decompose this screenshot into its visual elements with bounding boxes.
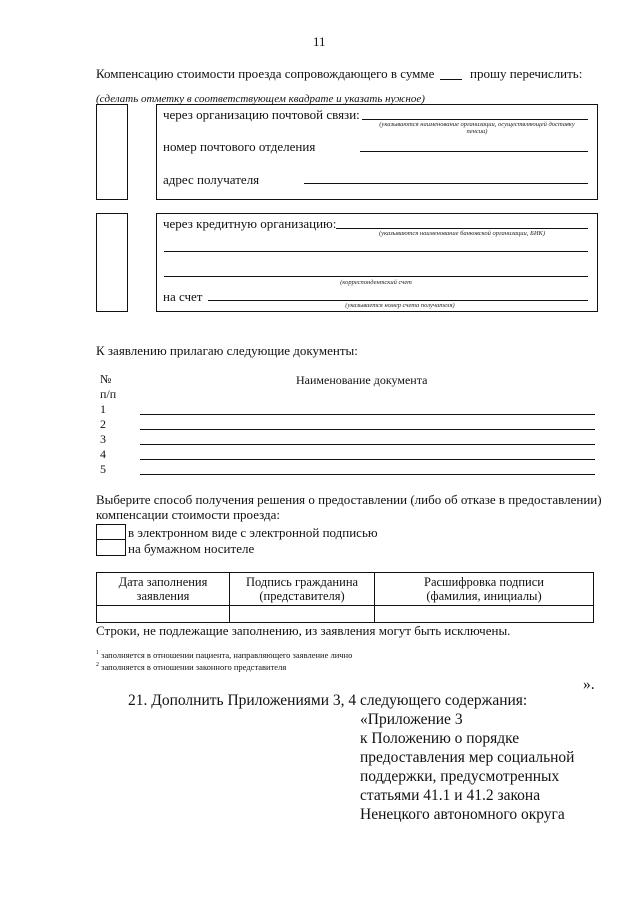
doc-row-num-3: 3 [100,432,106,446]
footnote-1-mark: 1 [96,650,99,656]
docs-num-header-1: № [100,372,112,386]
postal-org-line[interactable] [362,119,588,120]
credit-corr-hint: (корреспондентский счет [340,279,412,286]
appendix-line-4: поддержки, предусмотренных [360,768,560,785]
date-cell[interactable] [97,606,230,623]
doc-row-num-4: 4 [100,447,106,461]
signature-table-row[interactable] [97,606,594,623]
appendix-line-6: Ненецкого автономного округа [360,806,565,823]
paper-checkbox[interactable] [96,539,126,556]
docs-name-header: Наименование документа [296,373,428,387]
signature-table [96,572,594,623]
credit-bank-hint: (указываются наименование банковской организации, БИК) [378,230,546,237]
appendix-line-1: «Приложение 3 [360,711,463,728]
footnote-2-text: заполняется в отношении законного представителя [101,661,287,672]
credit-checkbox[interactable] [96,213,128,312]
postal-hint: (указываются наименование организации, осуществляющей доставку пенсии) [379,121,575,135]
signature-table-header [97,573,594,606]
method-text-2: компенсации стоимости проезда: [96,507,281,522]
doc-row-line-1[interactable] [140,414,595,415]
postal-office-label: номер почтового отделения [163,139,316,154]
credit-bank-line[interactable] [336,228,588,229]
col-date [97,573,230,606]
col-decoding [375,573,594,606]
col-decoding-line1: Расшифровка подписи [424,575,544,589]
postal-checkbox[interactable] [96,104,128,200]
postal-address-line[interactable] [304,183,588,184]
exclusion-note: Строки, не подлежащие заполнению, из заявления могут быть исключены. [96,623,511,638]
item-21: 21. Дополнить Приложениями 3, 4 следующего содержания: [128,692,528,709]
col-signature [230,573,375,606]
footnote-1-text: заполняется в отношении пациента, направляющего заявление лично [101,649,353,660]
col-decoding-line2: (фамилия, инициалы) [426,589,542,603]
footnote-2-mark: 2 [96,662,99,668]
credit-account-line[interactable] [208,300,588,301]
closing-quote: ». [583,676,595,693]
credit-title: через кредитную организацию: [163,216,337,231]
docs-num-header-2: п/п [100,387,117,401]
doc-row-line-3[interactable] [140,444,595,445]
footnote-2 [96,660,286,672]
credit-bank-line-2[interactable] [164,251,588,252]
col-signature-line2: (представителя) [259,589,345,603]
credit-account-hint: (указывается номер счета получателя) [345,302,455,309]
postal-title: через организацию почтовой связи: [163,107,360,122]
col-date-line1: Дата заполнения [118,575,208,589]
compensation-text: Компенсацию стоимости проезда сопровождающего в сумме [96,66,435,81]
option-paper: на бумажном носителе [128,541,255,556]
col-date-line2: заявления [136,589,190,603]
doc-row-num-2: 2 [100,417,106,431]
option-electronic: в электронном виде с электронной подписью [128,525,378,540]
doc-row-num-1: 1 [100,402,106,416]
method-text-1: Выберите способ получения решения о предоставлении (либо об отказе в предоставлении) [96,492,602,507]
appendix-line-2: к Положению о порядке [360,730,520,747]
doc-row-num-5: 5 [100,462,106,476]
signature-cell[interactable] [230,606,375,623]
footnote-1 [96,648,352,660]
col-signature-line1: Подпись гражданина [245,575,359,589]
page-number: 11 [313,34,326,49]
appendix-line-3: предоставления мер социальной [360,749,575,766]
postal-address-label: адрес получателя [163,172,260,187]
postal-office-line[interactable] [360,151,588,152]
doc-row-line-5[interactable] [140,474,595,475]
amount-blank[interactable] [440,79,462,80]
credit-account-label: на счет [163,289,203,304]
doc-row-line-2[interactable] [140,429,595,430]
appendix-line-5: статьями 41.1 и 41.2 закона [360,787,541,804]
credit-corr-line[interactable] [164,276,588,277]
attach-heading: К заявлению прилагаю следующие документы: [96,343,358,358]
electronic-checkbox[interactable] [96,524,126,540]
doc-row-line-4[interactable] [140,459,595,460]
instruction-text: (сделать отметку в соответствующем квадрате и указать нужное) [96,93,425,105]
decoding-cell[interactable] [375,606,594,623]
compensation-suffix: прошу перечислить: [470,66,583,81]
